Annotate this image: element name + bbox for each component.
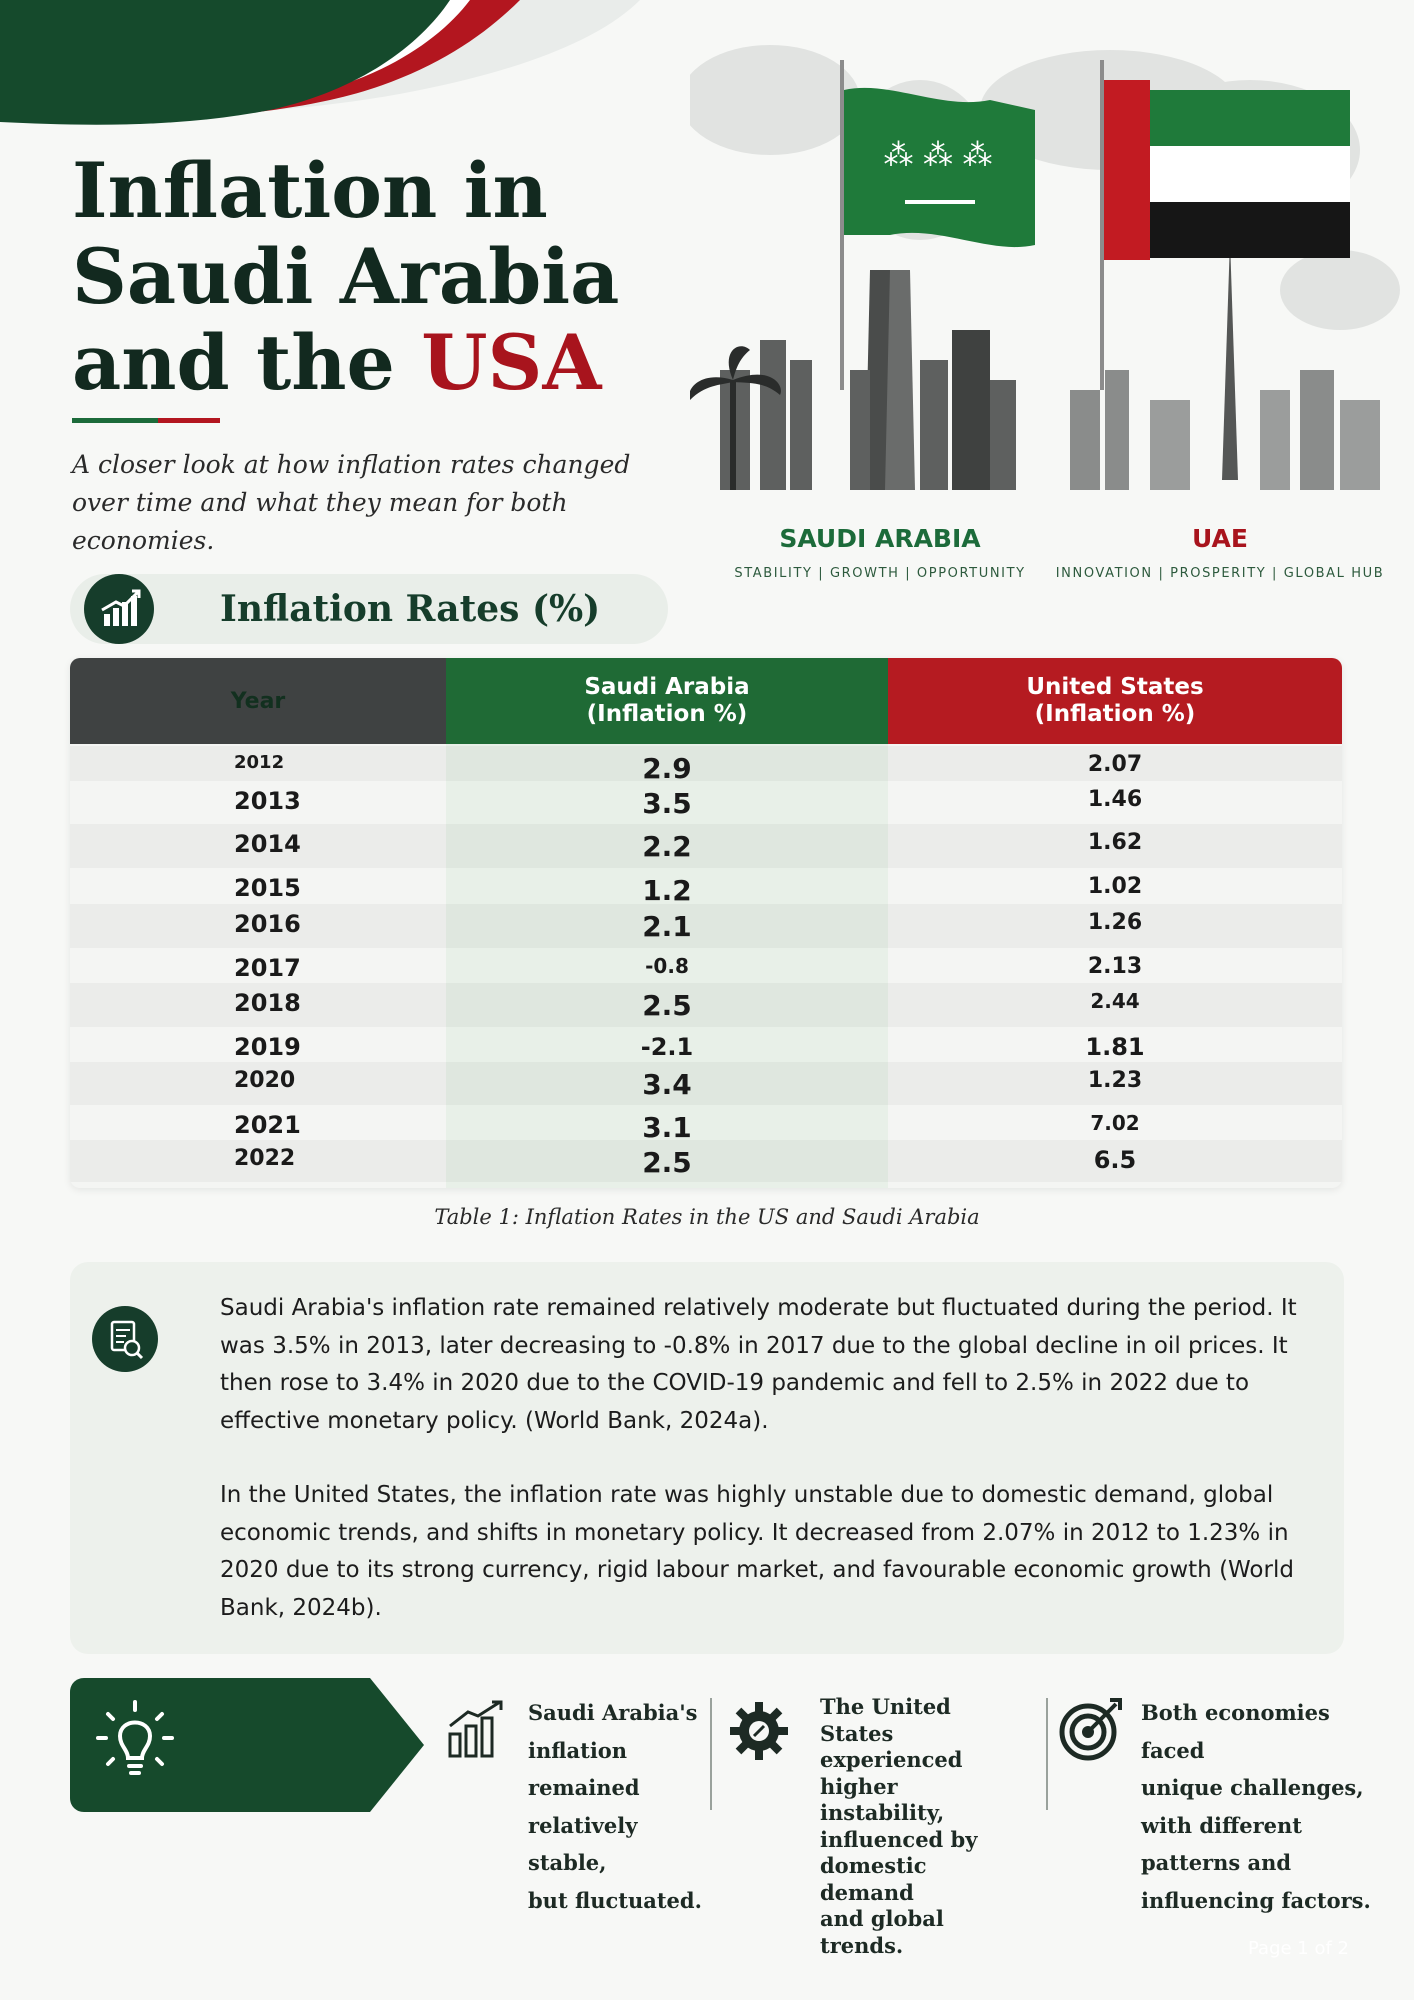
table-caption: Table 1: Inflation Rates in the US and Saudi Arabia xyxy=(434,1205,980,1229)
table-cell-us-inflation: 1.62 xyxy=(1087,830,1143,855)
table-cell-year: 2019 xyxy=(234,1033,301,1061)
table-cell-saudi-inflation: 3.5 xyxy=(642,787,692,820)
section-title: Inflation Rates (%) xyxy=(220,588,601,630)
table-cell-us-inflation: 6.5 xyxy=(1093,1146,1137,1174)
takeaway-banner xyxy=(70,1678,424,1812)
table-cell-us-inflation: 1.46 xyxy=(1087,787,1143,812)
table-cell-year: 2013 xyxy=(234,787,301,815)
table-cell-saudi-inflation: 3.4 xyxy=(642,1068,692,1101)
gear-icon xyxy=(726,1698,792,1764)
table-cell-us-inflation: 2.13 xyxy=(1087,954,1143,979)
table-cell-year: 2022 xyxy=(234,1146,296,1171)
analysis-paragraph-us: In the United States, the inflation rate was highly unstable due to domestic demand, global economic trends, and shifts in monetary policy. It decreased from 2.07% in 2012 to 1.23% in 2020 due to its strong currency, rigid labour market, and favourable economic growth (World Bank, 2024b). xyxy=(220,1482,1294,1621)
takeaway-divider-1 xyxy=(710,1698,712,1810)
table-cell-year: 2015 xyxy=(234,874,301,902)
table-cell-year: 2018 xyxy=(234,989,301,1017)
title-line-1: Inflation in xyxy=(72,146,548,235)
country-label-right: UAE xyxy=(1192,524,1248,553)
header-united-states-label: United States (Inflation %) xyxy=(1026,674,1204,727)
title-line-3-prefix: and the xyxy=(72,318,422,407)
header-saudi-arabia-label: Saudi Arabia (Inflation %) xyxy=(584,674,750,727)
title-line-3 xyxy=(72,320,692,406)
page-title xyxy=(72,148,692,406)
takeaway-both-economies: Both economies faced unique challenges, with different patterns and influencing factors. xyxy=(1141,1700,1371,1913)
page-number: Page 1 of 2 xyxy=(1248,1938,1349,1959)
table-cell-us-inflation: 1.26 xyxy=(1087,910,1143,935)
title-underline xyxy=(72,418,220,423)
table-cell-saudi-inflation: 2.5 xyxy=(642,989,692,1022)
target-icon xyxy=(1058,1696,1126,1764)
table-cell-us-inflation: 2.44 xyxy=(1090,989,1140,1013)
table-cell-saudi-inflation: 2.2 xyxy=(642,830,692,863)
takeaway-divider-2 xyxy=(1046,1698,1048,1810)
header-year: Year xyxy=(70,658,446,744)
analysis-paragraph-saudi: Saudi Arabia's inflation rate remained relatively moderate but fluctuated during the period. It was 3.5% in 2013, later decreasing to -0.8% in 2017 due to the global decline in oil prices. It then rose to 3.4% in 2020 due to the COVID-19 pandemic and fell to 2.5% in 2022 due to effective monetary policy. (World Bank, 2024a). xyxy=(220,1295,1297,1434)
takeaway-saudi: Saudi Arabia's inflation remained relatively stable, but fluctuated. xyxy=(528,1700,702,1913)
title-line-2: Saudi Arabia xyxy=(72,232,620,321)
table-cell-saudi-inflation: 2.1 xyxy=(642,910,692,943)
takeaway-united-states: The United States experienced higher instability, influenced by domestic demand and global trends. xyxy=(820,1694,978,1958)
flags-skyline-illustration xyxy=(690,40,1414,510)
inflation-table xyxy=(70,658,1342,1188)
country-tagline-right: INNOVATION | PROSPERITY | GLOBAL HUB xyxy=(1055,566,1385,581)
table-cell-year: 2021 xyxy=(234,1111,301,1139)
table-cell-us-inflation: 1.02 xyxy=(1087,874,1143,899)
table-cell-year: 2017 xyxy=(234,954,301,982)
document-search-icon xyxy=(92,1306,158,1372)
bar-chart-icon xyxy=(84,574,154,644)
corner-swoosh-decoration xyxy=(0,0,700,140)
country-tagline-left: STABILITY | GROWTH | OPPORTUNITY xyxy=(734,566,1026,581)
table-cell-year: 2016 xyxy=(234,910,301,938)
country-label-left: SAUDI ARABIA xyxy=(779,524,981,553)
table-cell-year: 2020 xyxy=(234,1068,296,1093)
table-cell-saudi-inflation: -0.8 xyxy=(645,954,689,978)
table-cell-saudi-inflation: 2.9 xyxy=(642,752,692,785)
title-accent: USA xyxy=(421,318,602,407)
table-cell-us-inflation: 1.81 xyxy=(1085,1033,1145,1061)
table-cell-saudi-inflation: 3.1 xyxy=(642,1111,692,1144)
page-subtitle: A closer look at how inflation rates changed over time and what they mean for both economies. xyxy=(72,450,631,555)
header-saudi-arabia xyxy=(446,658,888,744)
table-cell-year: 2014 xyxy=(234,830,301,858)
table-cell-year: 2012 xyxy=(234,752,285,773)
table-cell-saudi-inflation: -2.1 xyxy=(640,1033,694,1061)
svg-text:⁂ ⁂ ⁂: ⁂ ⁂ ⁂ xyxy=(883,138,993,173)
table-cell-saudi-inflation: 1.2 xyxy=(642,874,692,907)
table-cell-us-inflation: 2.07 xyxy=(1087,752,1143,777)
header-united-states xyxy=(888,658,1342,744)
table-cell-us-inflation: 1.23 xyxy=(1087,1068,1143,1093)
growth-chart-icon xyxy=(446,1698,508,1760)
table-cell-us-inflation: 7.02 xyxy=(1090,1111,1140,1135)
table-cell-saudi-inflation: 2.5 xyxy=(642,1146,692,1179)
